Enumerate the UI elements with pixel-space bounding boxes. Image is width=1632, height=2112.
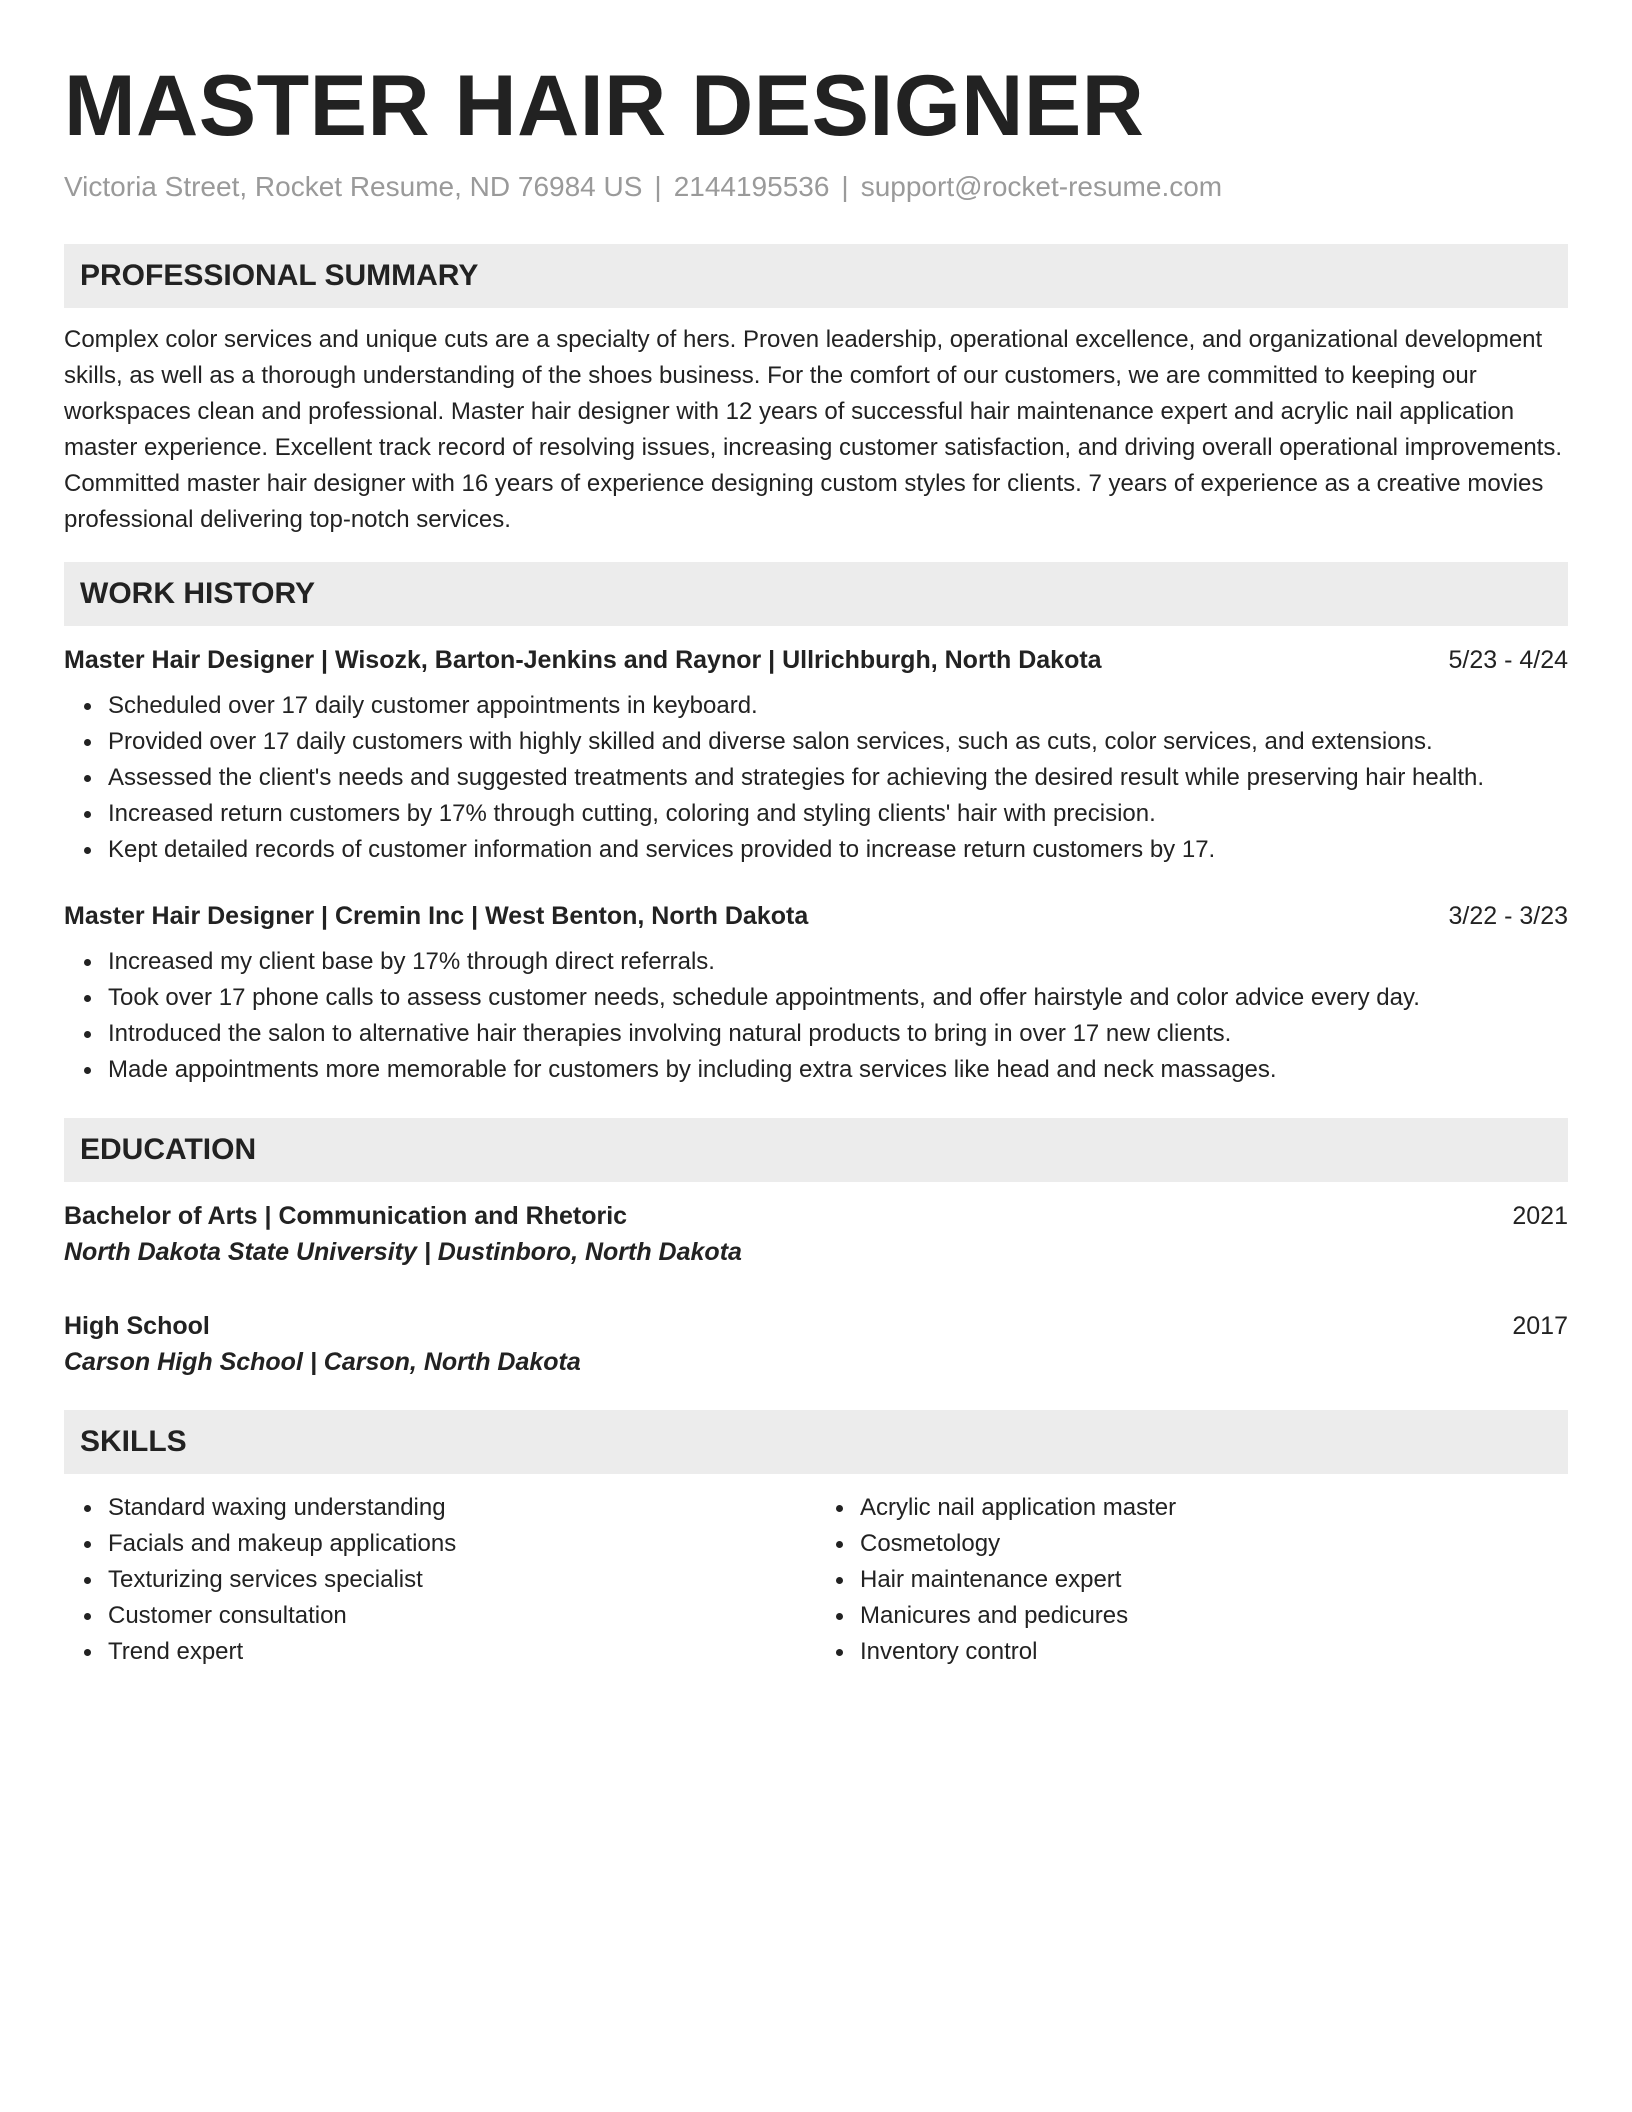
education-entry [64,1308,1568,1380]
education-school: North Dakota State University | Dustinboro, North Dakota [64,1238,742,1266]
education-year: 2021 [1512,1202,1568,1230]
job-title: Master Hair Designer | Wisozk, Barton-Jenkins and Raynor | Ullrichburgh, North Dakota [64,646,1102,674]
list-item: Standard waxing understanding [108,1490,816,1526]
list-item: Hair maintenance expert [860,1562,1568,1598]
list-item: Made appointments more memorable for customers by including extra services like head and neck massages. [108,1052,1568,1088]
list-item: Increased my client base by 17% through direct referrals. [108,944,1568,980]
contact-line [64,168,1568,206]
job-bullets [64,944,1568,1088]
job-title: Master Hair Designer | Cremin Inc | West Benton, North Dakota [64,902,809,930]
education-degree: High School [64,1312,210,1340]
list-item: Introduced the salon to alternative hair therapies involving natural products to bring in over 17 new clients. [108,1016,1568,1052]
education-school: Carson High School | Carson, North Dakota [64,1348,581,1376]
list-item: Manicures and pedicures [860,1598,1568,1634]
section-header-skills: SKILLS [64,1410,1568,1474]
education-entry [64,1198,1568,1270]
job-entry [64,898,1568,1088]
contact-separator: | [841,171,849,202]
job-header [64,642,1568,678]
list-item: Cosmetology [860,1526,1568,1562]
job-bullets [64,688,1568,868]
job-dates: 5/23 - 4/24 [1448,646,1568,674]
resume-page [64,56,1568,1670]
education-degree: Bachelor of Arts | Communication and Rhetoric [64,1202,628,1230]
section-header-work-history: WORK HISTORY [64,562,1568,626]
resume-name: MASTER HAIR DESIGNER [64,58,1145,154]
summary-text: Complex color services and unique cuts are a specialty of hers. Proven leadership, operational excellence, and organizational development skills, as well as a thorough understanding of the shoes business. For the comfort of our customers, we are committed to keeping our workspaces clean and professional. Master hair designer with 12 years of successful hair maintenance expert and acrylic nail application master experience. Excellent track record of resolving issues, increasing customer satisfaction, and driving overall operational improvements. Committed master hair designer with 16 years of experience designing custom styles for clients. 7 years of experience as a creative movies professional delivering top-notch services. [64,326,1563,533]
list-item: Facials and makeup applications [108,1526,816,1562]
job-header [64,898,1568,934]
skills-list-right [816,1490,1568,1670]
contact-email: support@rocket-resume.com [860,171,1223,202]
list-item: Kept detailed records of customer information and services provided to increase return customers by 17. [108,832,1568,868]
section-header-education: EDUCATION [64,1118,1568,1182]
education-header [64,1198,1568,1234]
skills-grid [64,1474,1568,1670]
list-item: Inventory control [860,1634,1568,1670]
list-item: Trend expert [108,1634,816,1670]
list-item: Texturizing services specialist [108,1562,816,1598]
skills-list-left [64,1490,816,1670]
education-year: 2017 [1512,1312,1568,1340]
contact-address: Victoria Street, Rocket Resume, ND 76984 US [64,171,643,202]
list-item: Took over 17 phone calls to assess customer needs, schedule appointments, and offer hairstyle and color advice every day. [108,980,1568,1016]
list-item: Provided over 17 daily customers with highly skilled and diverse salon services, such as cuts, color services, and extensions. [108,724,1568,760]
job-entry [64,642,1568,868]
job-dates: 3/22 - 3/23 [1448,902,1568,930]
list-item: Scheduled over 17 daily customer appointments in keyboard. [108,688,1568,724]
list-item: Assessed the client's needs and suggested treatments and strategies for achieving the desired result while preserving hair health. [108,760,1568,796]
contact-phone: 2144195536 [673,171,830,202]
contact-separator: | [654,171,662,202]
list-item: Increased return customers by 17% through cutting, coloring and styling clients' hair with precision. [108,796,1568,832]
list-item: Customer consultation [108,1598,816,1634]
list-item: Acrylic nail application master [860,1490,1568,1526]
section-header-summary: PROFESSIONAL SUMMARY [64,244,1568,308]
education-header [64,1308,1568,1344]
